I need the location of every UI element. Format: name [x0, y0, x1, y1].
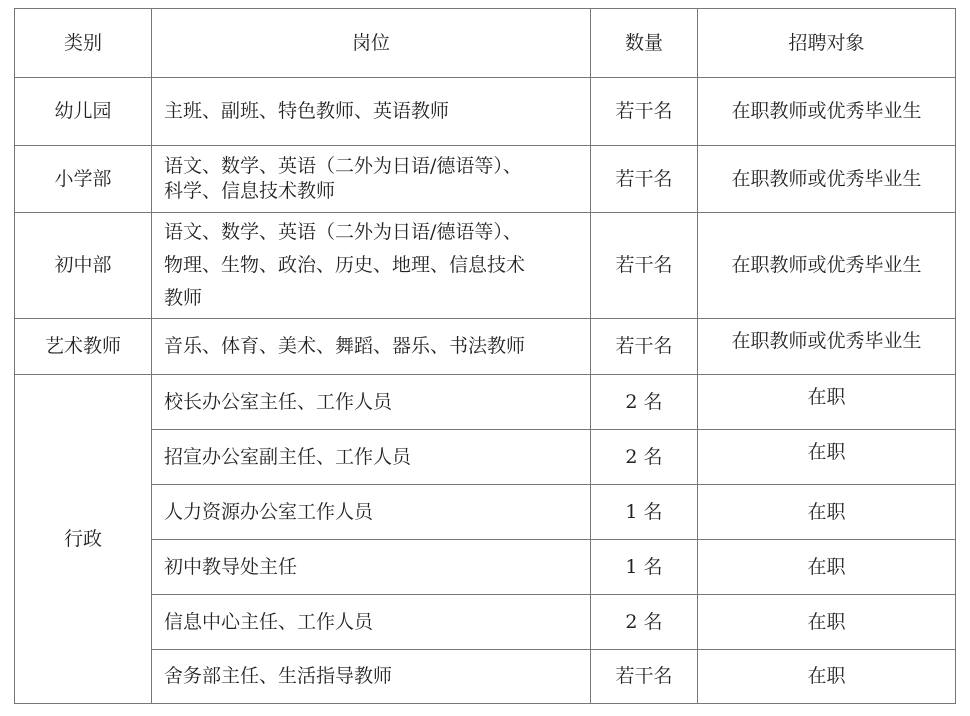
row-quantity: 2 名: [591, 595, 698, 650]
table-row: [15, 319, 956, 375]
row-target: 在职: [698, 650, 956, 704]
table-row: [15, 540, 956, 595]
table-row: [15, 650, 956, 704]
row-position: [152, 213, 591, 319]
table-header-row: [15, 9, 956, 78]
row-position: [152, 146, 591, 213]
position-line: 语文、数学、英语（二外为日语/德语等）、: [164, 155, 522, 177]
position-line: 语文、数学、英语（二外为日语/德语等）、: [164, 221, 522, 243]
row-category: 幼儿园: [15, 78, 152, 146]
target-text: 在职教师或优秀毕业生: [731, 330, 922, 352]
row-quantity: 1 名: [591, 485, 698, 540]
row-target: 在职: [698, 485, 956, 540]
row-target: 在职: [698, 595, 956, 650]
target-text: 在职: [807, 385, 846, 408]
row-category: 初中部: [15, 213, 152, 319]
table-row: [15, 146, 956, 213]
row-target: 在职教师或优秀毕业生: [698, 78, 956, 146]
position-line: 教师: [164, 287, 203, 309]
row-quantity: 若干名: [591, 146, 698, 213]
row-position: 人力资源办公室工作人员: [152, 485, 591, 540]
row-target: 在职教师或优秀毕业生: [698, 213, 956, 319]
row-quantity: 若干名: [591, 213, 698, 319]
row-quantity: 若干名: [591, 650, 698, 704]
row-position: 初中教导处主任: [152, 540, 591, 595]
header-quantity: 数量: [591, 9, 698, 78]
row-position: 信息中心主任、工作人员: [152, 595, 591, 650]
table-row: [15, 595, 956, 650]
row-quantity: 2 名: [591, 430, 698, 485]
target-text: 在职: [807, 440, 846, 463]
row-category: 小学部: [15, 146, 152, 213]
row-target: 在职: [698, 540, 956, 595]
admin-category: 行政: [15, 375, 152, 704]
row-target: [698, 430, 956, 485]
table-row: [15, 375, 956, 430]
table-row: [15, 78, 956, 146]
position-line: 科学、信息技术教师: [164, 180, 336, 202]
table-row: [15, 213, 956, 319]
position-line: 物理、生物、政治、历史、地理、信息技术: [164, 254, 526, 276]
row-quantity: 若干名: [591, 319, 698, 375]
row-target: [698, 319, 956, 375]
row-category: 艺术教师: [15, 319, 152, 375]
table-row: [15, 430, 956, 485]
row-quantity: 1 名: [591, 540, 698, 595]
row-position: 主班、副班、特色教师、英语教师: [152, 78, 591, 146]
row-target: 在职教师或优秀毕业生: [698, 146, 956, 213]
row-quantity: 2 名: [591, 375, 698, 430]
header-target: 招聘对象: [698, 9, 956, 78]
table-row: [15, 485, 956, 540]
row-position: 音乐、体育、美术、舞蹈、器乐、书法教师: [152, 319, 591, 375]
header-category: 类别: [15, 9, 152, 78]
header-position: 岗位: [152, 9, 591, 78]
row-position: 招宣办公室副主任、工作人员: [152, 430, 591, 485]
row-target: [698, 375, 956, 430]
row-position: 校长办公室主任、工作人员: [152, 375, 591, 430]
row-position: 舍务部主任、生活指导教师: [152, 650, 591, 704]
row-quantity: 若干名: [591, 78, 698, 146]
recruitment-table: [14, 8, 956, 704]
